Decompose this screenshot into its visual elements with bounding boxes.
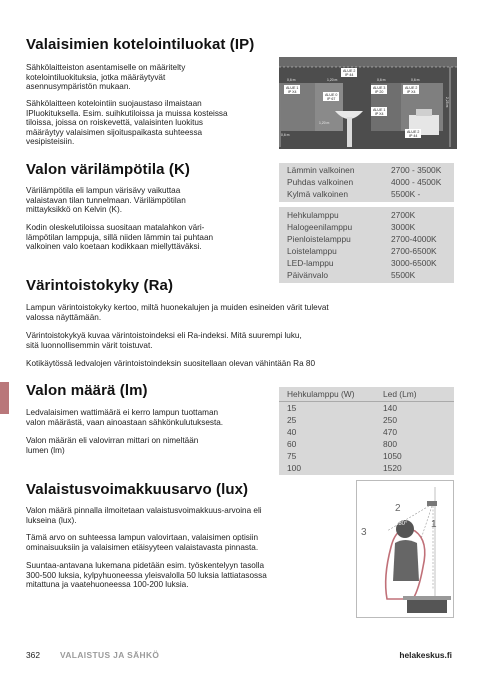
ip-paragraph-2: Sähkölaitteen kotelointiin suojaustaso ilmaistaan IPluokituksella. Esim. suihkutiloissa ja muissa kosteissa tiloissa, joissa on roiskevettä, valaisinten luokitus määräytyy valaisimen sijoituspaikasta suhteessa vesipisteisiin.: [26, 99, 228, 147]
temp-heading: Valon värilämpötila (K): [26, 161, 191, 178]
table-row: 75 1050: [287, 451, 402, 461]
ip-dim-7: 0,6 m: [281, 133, 290, 137]
ra-paragraph-2: Värintoistokykyä kuvaa värintoistoindeksi eli Ra-indeksi. Mitä suurempi luku, sitä luonnollisemmin värit toistuvat.: [26, 331, 302, 350]
footer-site-link[interactable]: helakeskus.fi: [399, 650, 452, 660]
side-tab-marker: [0, 382, 9, 414]
lux-label-2: 2: [395, 503, 401, 514]
ip-heading: Valaisimien kotelointiluokat (IP): [26, 36, 255, 53]
lm-paragraph-2: Valon määrän eli valovirran mittari on nimeltään lumen (lm): [26, 436, 199, 455]
ip-dim-3: 0,6 m: [377, 78, 386, 82]
lux-paragraph-2: Tämä arvo on suhteessa lampun valovirtaan, valaisimen optisiin ominaisuuksiin ja valaisimen etäisyyteen valaistavasta pinnasta.: [26, 533, 259, 552]
lux-diagram: [356, 480, 454, 618]
ip-zone-diagram: [279, 57, 457, 149]
table-row: Pienloistelamppu 2700-4000K: [287, 234, 437, 244]
table-header: Hehkulamppu (W) Led (Lm): [287, 389, 417, 399]
temp-table-white-tones: [279, 163, 454, 202]
ip-dim-5: 2,25 m: [445, 97, 449, 108]
lumen-table: [279, 387, 454, 475]
ra-paragraph-3: Kotikäytössä ledvalojen värintoistoindeksin suositellaan olevan vähintään Ra 80: [26, 359, 316, 368]
ip-dim-1: 0,6 m: [287, 78, 296, 82]
lux-paragraph-1: Valon määrä pinnalla ilmoitetaan valaistusvoimakkuus-arvoina eli lukseina (lux).: [26, 506, 262, 525]
lm-heading: Valon määrä (lm): [26, 382, 148, 399]
temp-paragraph-2: Kodin oleskelutiloissa suositaan matalahkon väri- lämpötilan lamppuja, sillä niiden lämmin tai puhtaan valkoinen valo koetaan kodikkaan miellyttäväksi.: [26, 223, 214, 252]
ip-paragraph-1: Sähkölaitteiston asentamiselle on määritelty kotelointiluokituksia, jotka määräytyvät asennusympäristön mukaan.: [26, 63, 186, 92]
temp-table-lamp-types: [279, 207, 454, 283]
table-row: 100 1520: [287, 463, 402, 473]
lux-angle-label: 180°: [395, 521, 408, 527]
lux-paragraph-3: Suuntaa-antavana lukemana pidetään esim. työskentelyyn tasolla 300-500 luksia, kylpyhuoneessa yleisvalolla 50 luksia lattiatasossa mitattuna ja vaatehuoneessa 100-200 luksia.: [26, 561, 267, 590]
lux-label-3: 3: [361, 527, 367, 538]
ra-heading: Värintoistokyky (Ra): [26, 277, 174, 294]
ip-label-top: ALUE 2 IP 44: [343, 68, 356, 77]
ip-label-edge: ALUE 3 IP 20: [373, 85, 386, 94]
table-row: Kylmä valkoinen 5500K -: [287, 189, 421, 199]
ip-label-mid-right: ALUE 1 IP X4: [373, 107, 386, 116]
ra-paragraph-1: Lampun värintoistokyky kertoo, miltä huonekalujen ja muiden esineiden värit tulevat valossa näyttämään.: [26, 303, 329, 322]
page-number: 362: [26, 650, 40, 660]
table-row: 15 140: [287, 403, 397, 413]
table-row: Puhdas valkoinen 4000 - 4500K: [287, 177, 442, 187]
ip-dim-2: 1,20 m: [327, 78, 338, 82]
table-row: LED-lamppu 3000-6500K: [287, 258, 437, 268]
ip-label-right: ALUE 2 IP X4: [405, 85, 418, 94]
lux-label-1: 1: [431, 519, 437, 530]
lux-heading: Valaistusvoimakkuusarvo (lux): [26, 481, 249, 498]
ip-dim-6: 1,20 m: [319, 121, 330, 125]
table-row: Loistelamppu 2700-6500K: [287, 246, 437, 256]
table-row: Halogeenilamppu 3000K: [287, 222, 416, 232]
table-row: Päivänvalo 5500K: [287, 270, 416, 280]
lm-paragraph-1: Ledvalaisimen wattimäärä ei kerro lampun tuottaman valon määrästä, vaan ainoastaan sähkönkulutuksesta.: [26, 408, 224, 427]
table-row: Hehkulamppu 2700K: [287, 210, 416, 220]
table-row: 25 250: [287, 415, 397, 425]
table-row: Lämmin valkoinen 2700 - 3500K: [287, 165, 442, 175]
ip-label-center: ALUE 0 IP 67: [325, 92, 338, 101]
ip-dim-4: 0,6 m: [411, 78, 420, 82]
table-row: 40 470: [287, 427, 397, 437]
ip-label-bottom-right: ALUE 2 IP 44: [407, 129, 420, 138]
temp-paragraph-1: Värilämpötila eli lampun värisävy vaikuttaa valaistavan tilan tunnelmaan. Värilämpötilan mittayksikkö on Kelvin (K).: [26, 186, 186, 215]
ip-label-left: ALUE 1 IP X4: [286, 85, 299, 94]
table-row: 60 800: [287, 439, 397, 449]
footer-section-title: VALAISTUS JA SÄHKÖ: [60, 650, 160, 660]
